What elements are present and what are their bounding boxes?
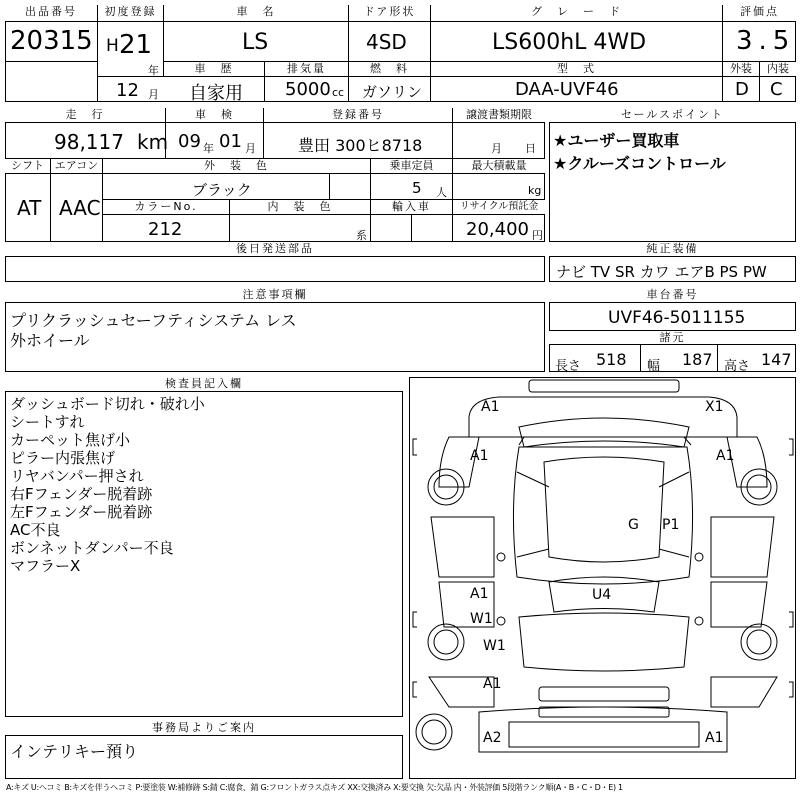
width: 187 (682, 350, 713, 369)
inspection-month-unit: 月 (245, 142, 256, 155)
inspector-item: 左Fフェンダー脱着跡 (10, 503, 153, 521)
exterior-grade: D (735, 79, 749, 100)
notes-line-2: 外ホイール (10, 331, 90, 350)
width-label: 幅 (647, 359, 661, 374)
max-load-unit: kg (528, 184, 542, 197)
shift-label: シフト (5, 159, 51, 174)
mileage-unit: km (137, 130, 169, 154)
inspector-item: ダッシュボード切れ・破れ小 (10, 395, 205, 413)
recycle: 20,400 (466, 219, 529, 240)
recycle-label: リサイクル預託金 (453, 200, 545, 215)
mark-roof-g: G (628, 517, 639, 533)
inspector-item: マフラーX (10, 557, 81, 575)
inspector-item: 右Fフェンダー脱着跡 (10, 485, 153, 503)
mileage-label: 走 行 (5, 108, 166, 123)
score: 3.5 (736, 26, 796, 56)
notes-line-1: プリクラッシュセーフティシステム レス (10, 311, 297, 330)
inspector-item: シートすれ (10, 413, 85, 431)
recycle-unit: 円 (532, 229, 543, 242)
first-reg-label: 初度登録 (98, 5, 164, 22)
door-label: ドア形状 (349, 5, 431, 22)
sales-point-2: ★クルーズコントロール (553, 154, 726, 173)
mark-bottom-right: A1 (705, 730, 724, 746)
era: H (106, 36, 119, 56)
car-name-label: 車 名 (164, 5, 349, 22)
transfer-month-unit: 月 (491, 142, 502, 155)
ac-label: エアコン (51, 159, 103, 174)
height: 147 (761, 350, 792, 369)
interior-grade: C (770, 79, 783, 100)
lot-no-empty (5, 62, 98, 102)
mark-right-front: A1 (716, 448, 735, 464)
transfer-day-unit: 日 (525, 142, 536, 155)
color-blank (330, 174, 371, 200)
lot-no-label: 出品番号 (5, 5, 98, 22)
interior-label: 内装 (760, 62, 796, 77)
capacity-label: 乗車定員 (371, 159, 453, 174)
interior-color-cell (230, 215, 371, 242)
shift: AT (17, 196, 42, 220)
reg-no: 豊田 300ヒ8718 (298, 136, 423, 155)
transfer-label: 譲渡書類期限 (453, 108, 545, 123)
displacement-label: 排気量 (265, 62, 349, 77)
mark-top-left: A1 (481, 399, 500, 415)
fuel-label: 燃 料 (349, 62, 431, 77)
model: DAA-UVF46 (515, 79, 619, 100)
car-history-label: 車 歴 (164, 62, 265, 77)
grade: LS600hL 4WD (492, 30, 647, 55)
inspection-year-unit: 年 (203, 142, 214, 155)
inspector-label: 検査員記入欄 (5, 377, 403, 392)
exterior-label: 外装 (723, 62, 760, 77)
chassis-no: UVF46-5011155 (608, 308, 746, 328)
import-cell-a (371, 215, 412, 242)
mileage: 98,117 (54, 130, 124, 154)
capacity: 5 (412, 179, 422, 197)
max-load-label: 最大積載量 (453, 159, 545, 174)
inspection-label: 車 検 (166, 108, 264, 123)
car-history: 自家用 (189, 83, 243, 104)
length-label: 長さ (555, 359, 582, 374)
score-label: 評価点 (723, 5, 796, 22)
fuel: ガソリン (362, 83, 423, 101)
mark-roof-p: P1 (662, 517, 680, 533)
length: 518 (596, 350, 627, 369)
interior-color-label: 内 装 色 (230, 200, 371, 215)
inspector-item: ボンネットダンパー不良 (10, 539, 174, 557)
mark-top-right: X1 (705, 399, 724, 415)
displacement-unit: cc (332, 86, 345, 99)
height-label: 高さ (724, 359, 751, 374)
interior-color-unit: 系 (356, 229, 367, 242)
mark-left-a1: A1 (470, 586, 489, 602)
car-name: LS (242, 30, 269, 55)
import-cell-b (412, 215, 453, 242)
mark-left-w1b: W1 (483, 638, 506, 654)
mark-bottom-left: A2 (483, 730, 502, 746)
color-no: 212 (148, 219, 183, 240)
equipment-text: ナビ TV SR カワ エアB PS PW (556, 263, 767, 281)
reg-no-label: 登録番号 (264, 108, 453, 123)
import-label: 輸入車 (371, 200, 453, 215)
dims-label: 諸元 (549, 330, 796, 345)
color-label: 外 装 色 (103, 159, 371, 174)
color: ブラック (192, 181, 252, 199)
car-diagram (409, 377, 796, 779)
door-type: 4SD (366, 30, 407, 54)
office-label: 事務局よりご案内 (5, 721, 403, 736)
inspection-year: 09 (178, 131, 201, 152)
month-unit: 月 (148, 88, 159, 101)
displacement: 5000 (285, 79, 331, 100)
sales-points-label: セールスポイント (549, 108, 796, 123)
later-parts-label: 後日発送部品 (5, 242, 545, 257)
lot-no: 20315 (10, 26, 93, 56)
mark-left-rear: A1 (483, 676, 502, 692)
ac: AAC (59, 196, 101, 220)
office-text: インテリキー預り (10, 742, 139, 761)
reg-month: 12 (116, 80, 139, 101)
inspector-item: リヤバンパー押され (10, 467, 144, 485)
year-unit: 年 (148, 64, 159, 77)
inspector-item: AC不良 (10, 521, 61, 539)
equipment-label: 純正装備 (549, 242, 796, 257)
grade-label: グ レ ー ド (431, 5, 723, 22)
sales-point-1: ★ユーザー買取車 (553, 131, 680, 150)
inspector-item: ピラー内張焦げ (10, 449, 116, 467)
color-no-label: カラーNo. (103, 200, 230, 215)
mark-u4: U4 (592, 587, 612, 603)
model-label: 型 式 (431, 62, 723, 77)
notes-label: 注意事項欄 (5, 288, 545, 303)
mark-left-front: A1 (470, 448, 489, 464)
reg-year: 21 (119, 30, 153, 60)
legend: A:キズ U:ヘコミ B:キズを伴うヘコミ P:要塗装 W:補修跡 S:錆 C:腐食、錆 G:フロントガラス点キズ XX:交換済み X:要交換 欠:欠品 内・外装評価 5段階ランク順(A・B・C・D・E) 1 (6, 783, 623, 792)
mark-left-w1a: W1 (470, 611, 493, 627)
inspector-item: カーペット焦げ小 (10, 431, 131, 449)
capacity-unit: 人 (436, 186, 447, 199)
inspection-month: 01 (219, 131, 242, 152)
chassis-label: 車台番号 (549, 288, 796, 303)
